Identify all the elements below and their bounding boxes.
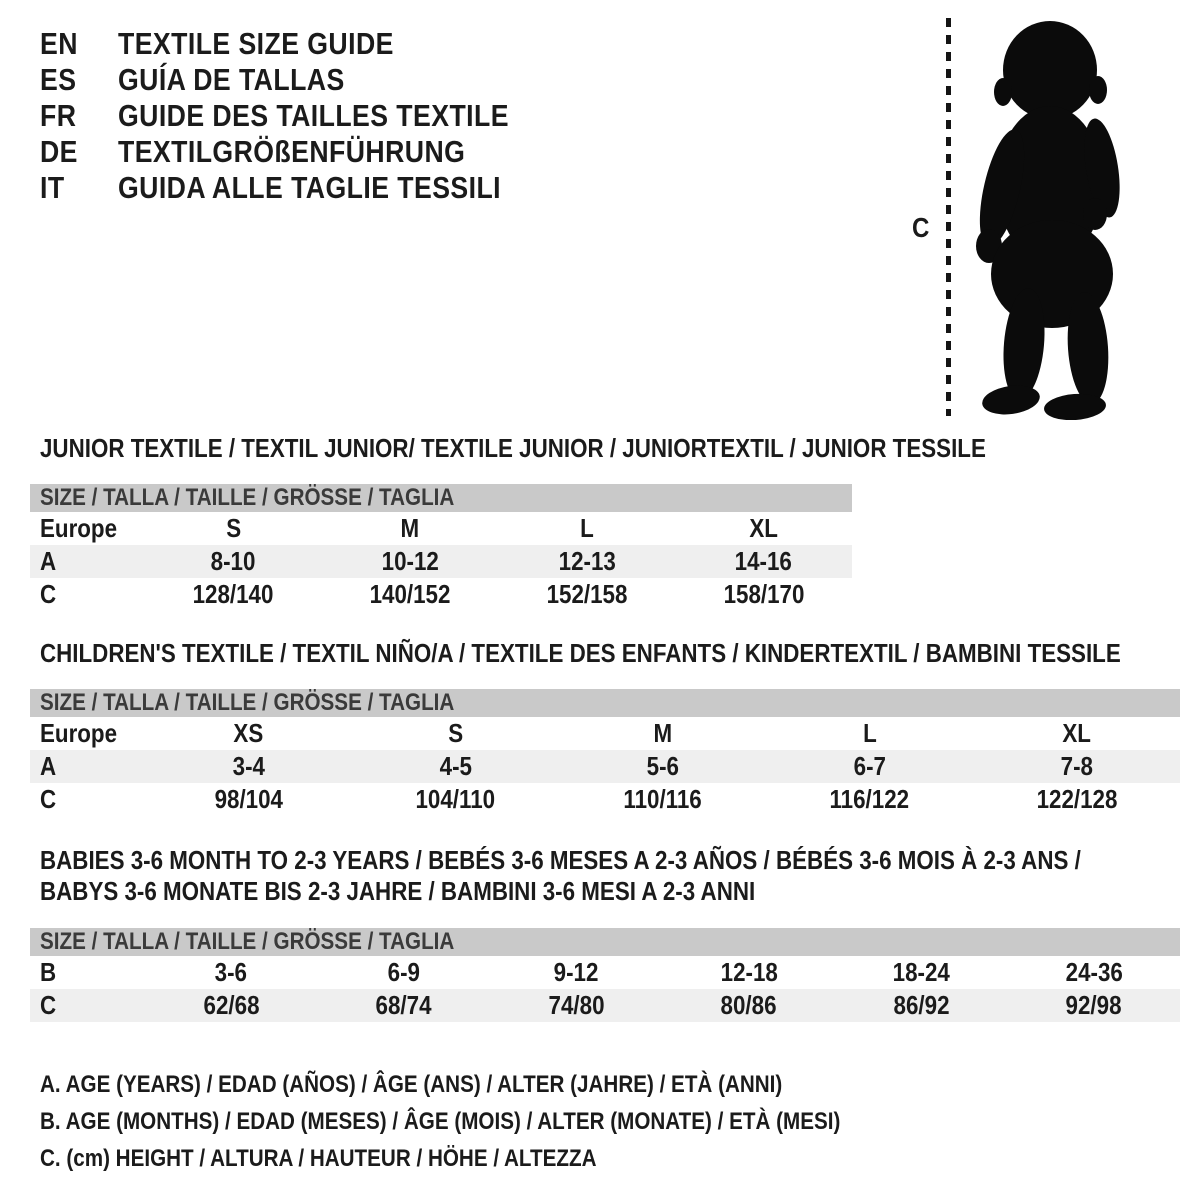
lang-code: IT bbox=[40, 170, 65, 205]
babies-section-heading bbox=[40, 845, 1200, 907]
junior-section-heading bbox=[40, 433, 1140, 464]
language-title-list bbox=[40, 26, 573, 206]
size-header-label: SIZE / TALLA / TAILLE / GRÖSSE / TAGLIA bbox=[40, 484, 455, 511]
lang-title: TEXTILGRÖßENFÜHRUNG bbox=[118, 134, 466, 169]
table-cell: S bbox=[225, 513, 241, 543]
table-cell: 3-4 bbox=[232, 751, 265, 781]
table-cell: 104/110 bbox=[415, 784, 496, 814]
lang-row-de bbox=[40, 134, 573, 170]
table-cell: L bbox=[580, 513, 594, 543]
row-label: Europe bbox=[40, 513, 118, 543]
lang-row-en bbox=[40, 26, 573, 62]
lang-code: DE bbox=[40, 134, 78, 169]
legend-line-b: B. AGE (MONTHS) / EDAD (MESES) / ÂGE (MOIS) / ALTER (MONATE) / ETÀ (MESI) bbox=[40, 1107, 841, 1135]
lang-code: EN bbox=[40, 26, 78, 61]
table-cell: 68/74 bbox=[375, 990, 432, 1020]
table-cell: 6-7 bbox=[853, 751, 886, 781]
table-cell: 62/68 bbox=[203, 990, 260, 1020]
table-cell: 122/128 bbox=[1036, 784, 1117, 814]
measure-legend bbox=[40, 1066, 971, 1177]
table-row bbox=[30, 545, 852, 578]
row-label: Europe bbox=[40, 718, 118, 748]
table-cell: XL bbox=[749, 513, 778, 543]
row-label: C bbox=[40, 990, 57, 1020]
table-row bbox=[30, 783, 1180, 816]
babies-heading-line2: BABYS 3-6 MONATE BIS 2-3 JAHRE / BAMBINI 3-6 MESI A 2-3 ANNI bbox=[40, 876, 756, 906]
row-label: C bbox=[40, 579, 57, 609]
table-cell: 128/140 bbox=[192, 579, 274, 609]
size-header-label: SIZE / TALLA / TAILLE / GRÖSSE / TAGLIA bbox=[40, 928, 455, 955]
legend-line-a: A. AGE (YEARS) / EDAD (AÑOS) / ÂGE (ANS) / ALTER (JAHRE) / ETÀ (ANNI) bbox=[40, 1070, 783, 1098]
junior-size-header-bar bbox=[30, 484, 852, 512]
table-cell: S bbox=[448, 718, 463, 748]
table-row bbox=[30, 956, 1180, 989]
junior-size-table bbox=[30, 484, 852, 611]
table-cell: 9-12 bbox=[553, 957, 599, 987]
table-cell: 14-16 bbox=[735, 546, 793, 576]
table-cell: M bbox=[653, 718, 672, 748]
table-cell: 3-6 bbox=[215, 957, 248, 987]
table-cell: 116/122 bbox=[829, 784, 910, 814]
table-cell: 8-10 bbox=[210, 546, 256, 576]
lang-title: TEXTILE SIZE GUIDE bbox=[118, 26, 394, 61]
babies-size-header-bar bbox=[30, 928, 1180, 956]
table-cell: XL bbox=[1062, 718, 1091, 748]
baby-silhouette-icon bbox=[962, 16, 1142, 420]
legend-line-c: C. (cm) HEIGHT / ALTURA / HAUTEUR / HÖHE / ALTEZZA bbox=[40, 1144, 597, 1172]
table-cell: 86/92 bbox=[893, 990, 950, 1020]
table-row bbox=[30, 750, 1180, 783]
table-cell: 5-6 bbox=[646, 751, 679, 781]
table-cell: 110/116 bbox=[623, 784, 702, 814]
junior-heading-text: JUNIOR TEXTILE / TEXTIL JUNIOR/ TEXTILE JUNIOR / JUNIORTEXTIL / JUNIOR TESSILE bbox=[40, 433, 986, 463]
size-header-label: SIZE / TALLA / TAILLE / GRÖSSE / TAGLIA bbox=[40, 689, 455, 716]
children-section-heading bbox=[40, 638, 1200, 669]
children-size-header-bar bbox=[30, 689, 1180, 717]
height-measure-label: C bbox=[912, 212, 930, 243]
lang-row-es bbox=[40, 62, 573, 98]
table-cell: 7-8 bbox=[1060, 751, 1093, 781]
children-size-table bbox=[30, 689, 1180, 816]
table-cell: 12-18 bbox=[720, 957, 778, 987]
table-row bbox=[30, 717, 1180, 750]
table-row bbox=[30, 989, 1180, 1022]
table-cell: 98/104 bbox=[214, 784, 283, 814]
lang-title: GUIDE DES TAILLES TEXTILE bbox=[118, 98, 509, 133]
table-cell: L bbox=[862, 718, 877, 748]
row-label: A bbox=[40, 751, 57, 781]
table-row bbox=[30, 578, 852, 611]
babies-size-table bbox=[30, 928, 1180, 1022]
table-cell: 4-5 bbox=[439, 751, 472, 781]
table-cell: 140/152 bbox=[369, 579, 451, 609]
table-cell: 158/170 bbox=[723, 579, 805, 609]
lang-code: ES bbox=[40, 62, 77, 97]
table-cell: 92/98 bbox=[1065, 990, 1122, 1020]
table-cell: 74/80 bbox=[548, 990, 605, 1020]
table-cell: 24-36 bbox=[1065, 957, 1123, 987]
children-heading-text: CHILDREN'S TEXTILE / TEXTIL NIÑO/A / TEXTILE DES ENFANTS / KINDERTEXTIL / BAMBINI TESSILE bbox=[40, 638, 1121, 668]
table-cell: 10-12 bbox=[381, 546, 439, 576]
table-row bbox=[30, 512, 852, 545]
row-label: A bbox=[40, 546, 57, 576]
lang-row-it bbox=[40, 170, 573, 206]
table-cell: 18-24 bbox=[892, 957, 950, 987]
table-cell: 152/158 bbox=[546, 579, 628, 609]
row-label: C bbox=[40, 784, 57, 814]
table-cell: 12-13 bbox=[558, 546, 616, 576]
lang-title: GUÍA DE TALLAS bbox=[118, 62, 345, 97]
lang-title: GUIDA ALLE TAGLIE TESSILI bbox=[118, 170, 502, 205]
height-measure-dashed-line bbox=[946, 18, 951, 416]
table-cell: XS bbox=[233, 718, 264, 748]
babies-heading-line1: BABIES 3-6 MONTH TO 2-3 YEARS / BEBÉS 3-6 MESES A 2-3 AÑOS / BÉBÉS 3-6 MOIS À 2-3 ANS / bbox=[40, 845, 1081, 875]
table-cell: 6-9 bbox=[387, 957, 420, 987]
lang-row-fr bbox=[40, 98, 573, 134]
lang-code: FR bbox=[40, 98, 77, 133]
table-cell: 80/86 bbox=[720, 990, 777, 1020]
table-cell: M bbox=[400, 513, 420, 543]
row-label: B bbox=[40, 957, 57, 987]
